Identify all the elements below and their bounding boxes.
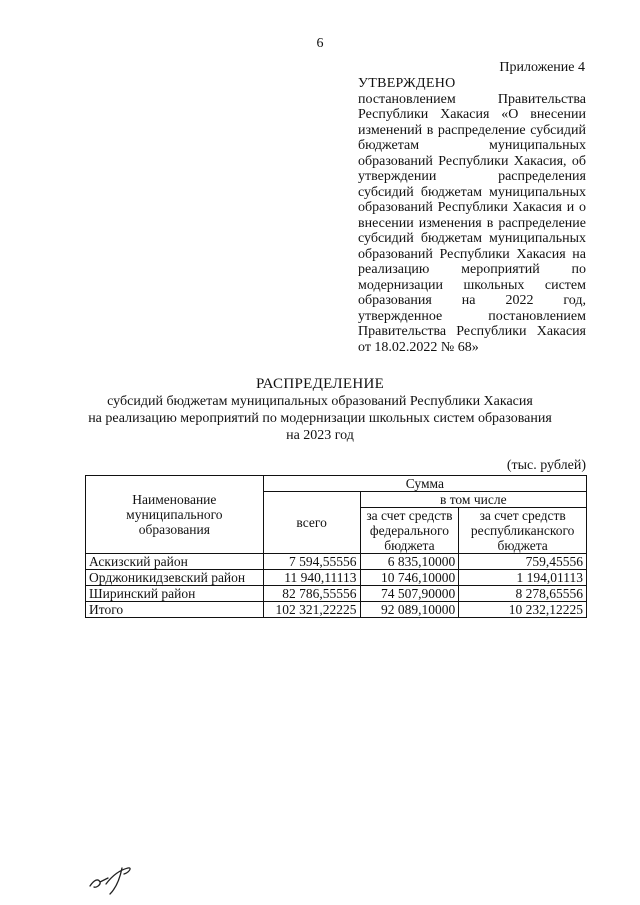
row-total: 7 594,55556 (263, 554, 360, 570)
header-total: всего (263, 492, 360, 554)
header-including: в том числе (360, 492, 586, 508)
row-federal: 6 835,10000 (360, 554, 459, 570)
document-heading (0, 376, 640, 444)
row-name: Орджоникидзевский район (86, 570, 264, 586)
row-name: Аскизский район (86, 554, 264, 570)
row-name: Ширинский район (86, 586, 264, 602)
row-republic: 759,45556 (459, 554, 587, 570)
table-row-total (86, 602, 587, 618)
document-subtitle-line-3: на 2023 год (286, 428, 354, 443)
units-label: (тыс. рублей) (506, 458, 586, 473)
approval-heading: УТВЕРЖДЕНО (358, 76, 456, 91)
row-federal: 74 507,90000 (360, 586, 459, 602)
approval-block (358, 76, 586, 355)
document-title: РАСПРЕДЕЛЕНИЕ (255, 376, 385, 392)
distribution-table (85, 475, 587, 618)
row-total: 82 786,55556 (263, 586, 360, 602)
approval-text: постановлением Правительства Республики Хакасия «О внесении изменений в распределение субсидий бюджетам муниципальных образований Республики Хакасия, об утверждении распределения субсидий бюджетам муниципальных образований Республики Хакасия и о внесении изменения в распределение субсидий бюджетам муниципальных образований Республики Хакасия на реализацию мероприятий по модернизации школьных систем образования на 2022 год, утвержденное постановлением Правительства Республики Хакасия от 18.02.2022 № 68» (358, 91, 586, 355)
header-municipality: Наименование муниципального образования (86, 476, 264, 554)
header-republic: за счет средств республиканского бюджета (459, 508, 587, 554)
page-number: 6 (316, 36, 324, 51)
row-republic: 1 194,01113 (459, 570, 587, 586)
table-row (86, 570, 587, 586)
appendix-label: Приложение 4 (499, 60, 585, 75)
row-total: 102 321,22225 (263, 602, 360, 618)
row-republic: 10 232,12225 (459, 602, 587, 618)
header-sum: Сумма (263, 476, 586, 492)
document-subtitle-line-2: на реализацию мероприятий по модернизации школьных систем образования (88, 411, 552, 426)
table-row (86, 586, 587, 602)
row-total: 11 940,11113 (263, 570, 360, 586)
row-republic: 8 278,65556 (459, 586, 587, 602)
document-subtitle-line-1: субсидий бюджетам муниципальных образований Республики Хакасия (107, 394, 533, 409)
header-federal: за счет средств федерального бюджета (360, 508, 459, 554)
row-federal: 92 089,10000 (360, 602, 459, 618)
row-name: Итого (86, 602, 264, 618)
signature-mark (86, 860, 146, 898)
row-federal: 10 746,10000 (360, 570, 459, 586)
table-row (86, 554, 587, 570)
